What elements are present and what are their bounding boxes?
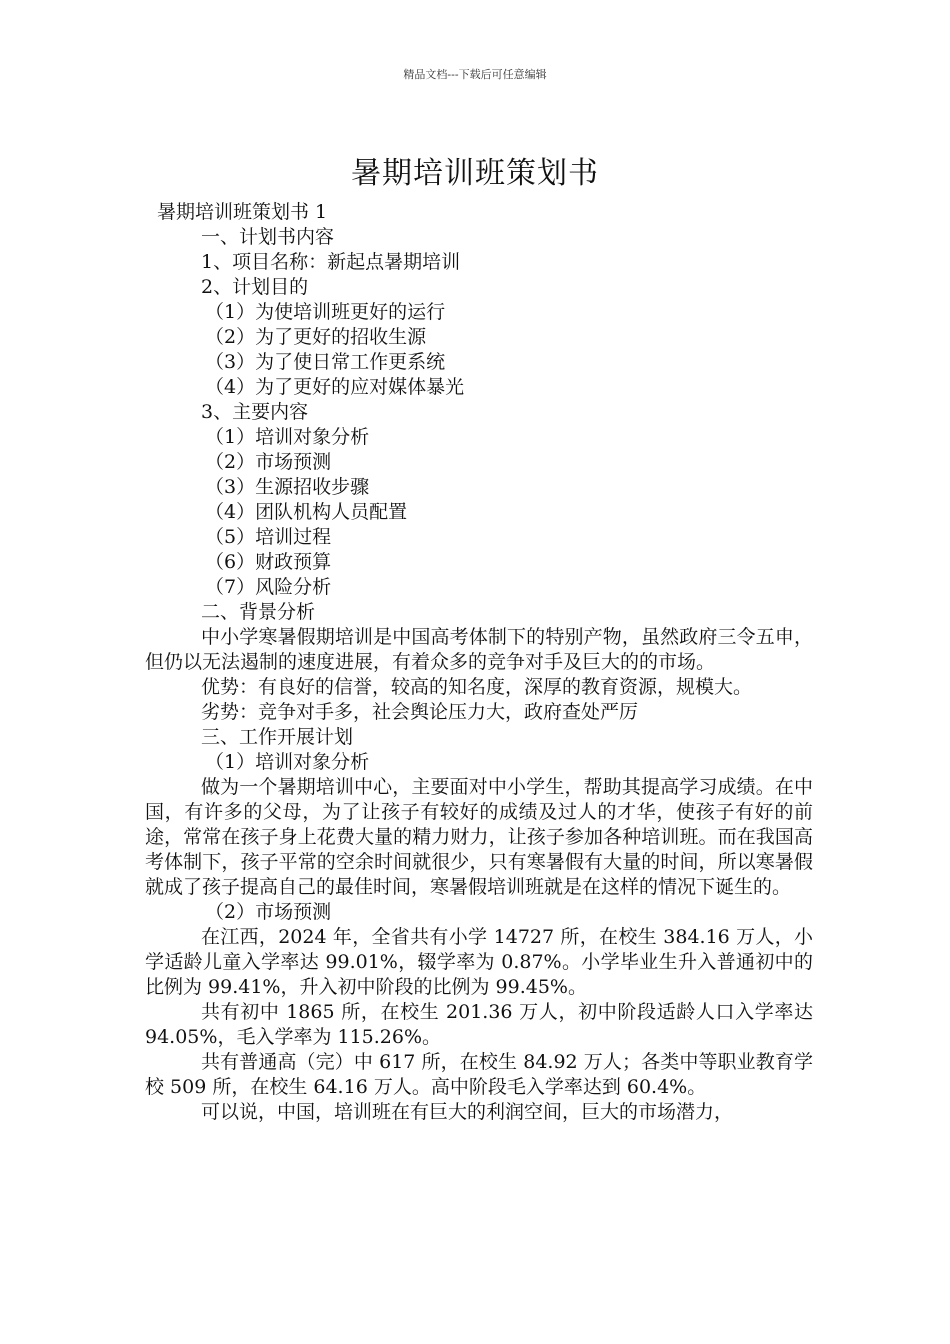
outline-item: （4）为了更好的应对媒体暴光 (205, 376, 465, 398)
outline-item: （2）市场预测 (205, 901, 332, 923)
paragraph: 劣势：竞争对手多，社会舆论压力大，政府查处严厉 (201, 701, 639, 723)
paragraph: 共有普通高（完）中 617 所，在校生 84.92 万人；各类中等职业教育学校 509 所，在校生 64.16 万人。高中阶段毛入学率达到 60.4%。 (145, 1051, 813, 1098)
document-title: 暑期培训班策划书 (351, 156, 599, 192)
paragraph: 中小学寒暑假期培训是中国高考体制下的特别产物，虽然政府三令五申，但仍以无法遏制的速度进展，有着众多的竞争对手及巨大的的市场。 (145, 626, 813, 673)
outline-item: 1、项目名称：新起点暑期培训 (201, 251, 461, 273)
outline-item: （4）团队机构人员配置 (205, 501, 408, 523)
outline-item: （1）为使培训班更好的运行 (205, 301, 446, 323)
outline-item: 2、计划目的 (201, 276, 309, 298)
outline-item: （7）风险分析 (205, 576, 332, 598)
outline-item: 二、背景分析 (201, 601, 316, 623)
outline-item: 3、主要内容 (201, 401, 309, 423)
paragraph: 可以说，中国，培训班在有巨大的利润空间，巨大的市场潜力， (201, 1101, 734, 1123)
paragraph: 共有初中 1865 所，在校生 201.36 万人，初中阶段适龄人口入学率达 94.05%，毛入学率为 115.26%。 (145, 1001, 813, 1048)
outline-item: （5）培训过程 (205, 526, 332, 548)
outline-item: 三、工作开展计划 (201, 726, 354, 748)
paragraph: 在江西，2024 年，全省共有小学 14727 所，在校生 384.16 万人，小学适龄儿童入学率达 99.01%，辍学率为 0.87%。小学毕业生升入普通初中的比例为 99.41%，升入初中阶段的比例为 99.45%。 (145, 926, 813, 998)
outline-item: （1）培训对象分析 (205, 426, 370, 448)
outline-item: （2）市场预测 (205, 451, 332, 473)
outline-item: （6）财政预算 (205, 551, 332, 573)
outline-item: （1）培训对象分析 (205, 751, 370, 773)
document-body (145, 200, 813, 1125)
section-heading: 暑期培训班策划书 1 (157, 201, 328, 223)
header-note: 精品文档---下载后可任意编辑 (403, 68, 547, 81)
paragraph: 优势：有良好的信誉，较高的知名度，深厚的教育资源，规模大。 (201, 676, 753, 698)
paragraph: 做为一个暑期培训中心，主要面对中小学生，帮助其提高学习成绩。在中国，有许多的父母，为了让孩子有较好的成绩及过人的才华，使孩子有好的前途，常常在孩子身上花费大量的精力财力，让孩子参加各种培训班。而在我国高考体制下，孩子平常的空余时间就很少，只有寒暑假有大量的时间，所以寒暑假就成了孩子提高自己的最佳时间，寒暑假培训班就是在这样的情况下诞生的。 (145, 776, 813, 898)
outline-item: （3）为了使日常工作更系统 (205, 351, 446, 373)
outline-item: （2）为了更好的招收生源 (205, 326, 427, 348)
outline-item: 一、计划书内容 (201, 226, 335, 248)
outline-item: （3）生源招收步骤 (205, 476, 370, 498)
